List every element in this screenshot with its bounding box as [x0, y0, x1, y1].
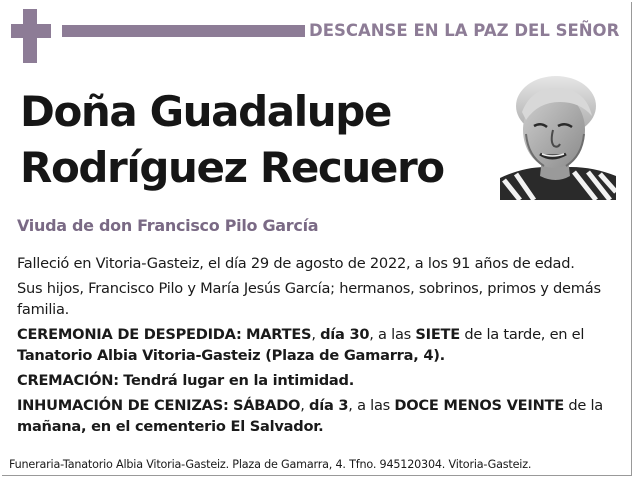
- name-line-1: Doña Guadalupe: [20, 87, 391, 136]
- ceremony-sep-3: de la tarde, en el: [459, 326, 585, 343]
- cross-horizontal-bar: [11, 24, 51, 38]
- subtitle-widow-of: Viuda de don Francisco Pilo García: [17, 216, 319, 235]
- cremation-text: Tendrá lugar en la intimidad.: [123, 372, 354, 389]
- inhumation-label: INHUMACIÓN DE CENIZAS:: [17, 397, 229, 414]
- header-rule: [62, 25, 305, 37]
- deceased-name: [20, 84, 490, 196]
- funeral-home-footer: Funeraria-Tanatorio Albia Vitoria-Gasteiz. Plaza de Gamarra, 4. Tfno. 945120304. Vitoria-Gasteiz.: [9, 458, 532, 471]
- inhumation-time: DOCE MENOS VEINTE: [394, 397, 564, 414]
- ceremony-details: [17, 324, 622, 366]
- cremation-details: [17, 370, 622, 391]
- death-notice: Falleció en Vitoria-Gasteiz, el día 29 de agosto de 2022, a los 91 años de edad.: [17, 255, 575, 272]
- portrait-photo: [500, 72, 616, 200]
- inhumation-sep-3: de la: [563, 397, 604, 414]
- portrait-illustration: [500, 72, 616, 200]
- announcement-body: [17, 253, 622, 441]
- ceremony-day: día 30: [320, 326, 370, 343]
- inhumation-details: [17, 395, 622, 437]
- inhumation-day: día 3: [309, 397, 349, 414]
- ceremony-sep-2: , a las: [369, 326, 416, 343]
- name-line-2: Rodríguez Recuero: [20, 143, 444, 192]
- ceremony-day-label: MARTES: [245, 326, 312, 343]
- inhumation-rest: mañana, en el cementerio El Salvador.: [17, 418, 324, 435]
- inhumation-sep-2: , a las: [348, 397, 395, 414]
- inhumation-sep-1: ,: [300, 397, 309, 414]
- ceremony-place: Tanatorio Albia Vitoria-Gasteiz (Plaza de Gamarra, 4).: [17, 347, 445, 364]
- cremation-label: CREMACIÓN:: [17, 372, 119, 389]
- ceremony-label: CEREMONIA DE DESPEDIDA:: [17, 326, 242, 343]
- header-title: DESCANSE EN LA PAZ DEL SEÑOR: [309, 21, 620, 40]
- family-mourners: Sus hijos, Francisco Pilo y María Jesús García; hermanos, sobrinos, primos y demás familia.: [17, 280, 601, 318]
- ceremony-time: SIETE: [415, 326, 460, 343]
- ceremony-sep-1: ,: [311, 326, 321, 343]
- inhumation-day-label: SÁBADO: [232, 397, 301, 414]
